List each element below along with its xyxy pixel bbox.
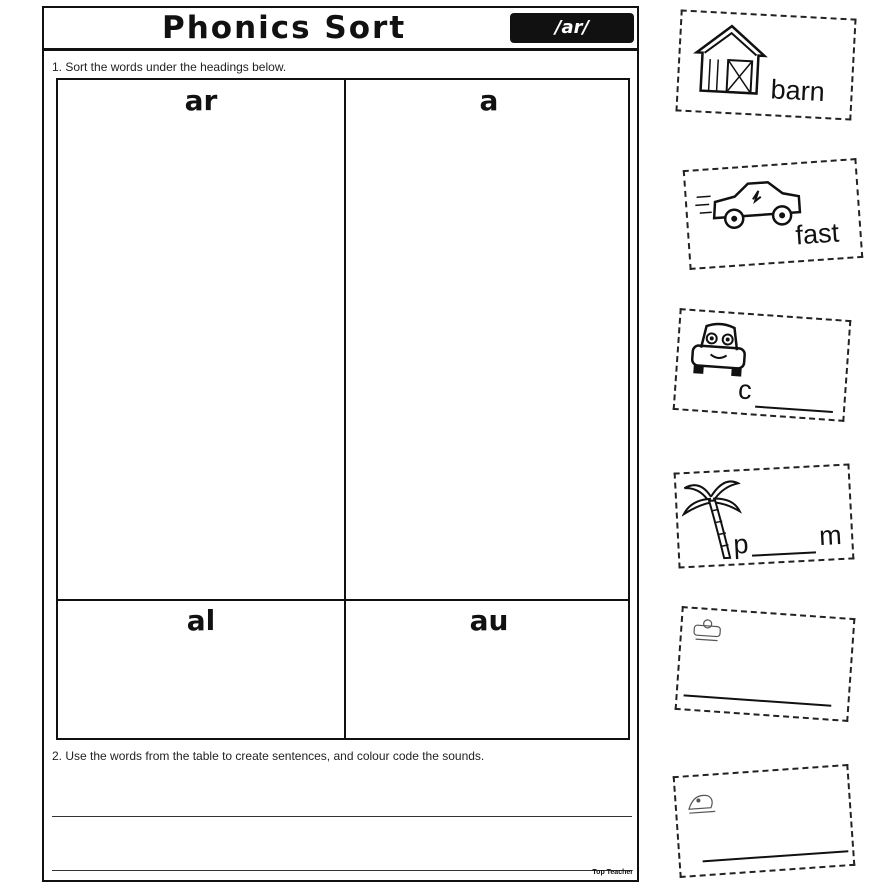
sort-table [56,78,630,740]
page-title: Phonics Sort [162,10,407,46]
word-card-car[interactable] [673,308,852,422]
fill-in-line [703,850,849,862]
heading-ar: ar [184,84,218,117]
heading-al: al [186,604,216,637]
card-word-end: m [818,519,843,552]
word-card-blank-2[interactable] [673,764,856,878]
heading-a: a [479,84,499,117]
fill-in-line [755,406,833,413]
card-word-start: p [732,528,750,560]
word-card-fast[interactable] [683,158,864,270]
title-bar [44,8,637,51]
table-divider-vertical [344,80,346,738]
word-card-barn[interactable] [675,9,856,120]
heading-au: au [469,604,509,637]
instruction-2: 2. Use the words from the table to create sentences, and colour code the sounds. [52,749,485,763]
race-car-icon [693,172,807,240]
fill-in-line [752,551,816,556]
brand-label: Top Teacher [592,869,633,876]
small-sketch-icon [689,617,725,649]
small-sketch-icon [683,785,719,817]
barn-icon [688,18,772,100]
table-divider-horizontal [58,599,628,601]
sound-badge: /ar/ [510,13,634,43]
cartoon-car-icon [685,317,753,381]
card-word: c [737,374,753,406]
word-card-blank-1[interactable] [675,606,856,722]
worksheet [42,6,639,882]
card-word: barn [769,74,826,108]
writing-line-2[interactable] [52,870,632,871]
writing-line-1[interactable] [52,816,632,817]
word-card-palm[interactable] [674,463,855,568]
card-word: fast [794,217,841,251]
fill-in-line [684,694,832,706]
instruction-1: 1. Sort the words under the headings below. [52,60,287,74]
